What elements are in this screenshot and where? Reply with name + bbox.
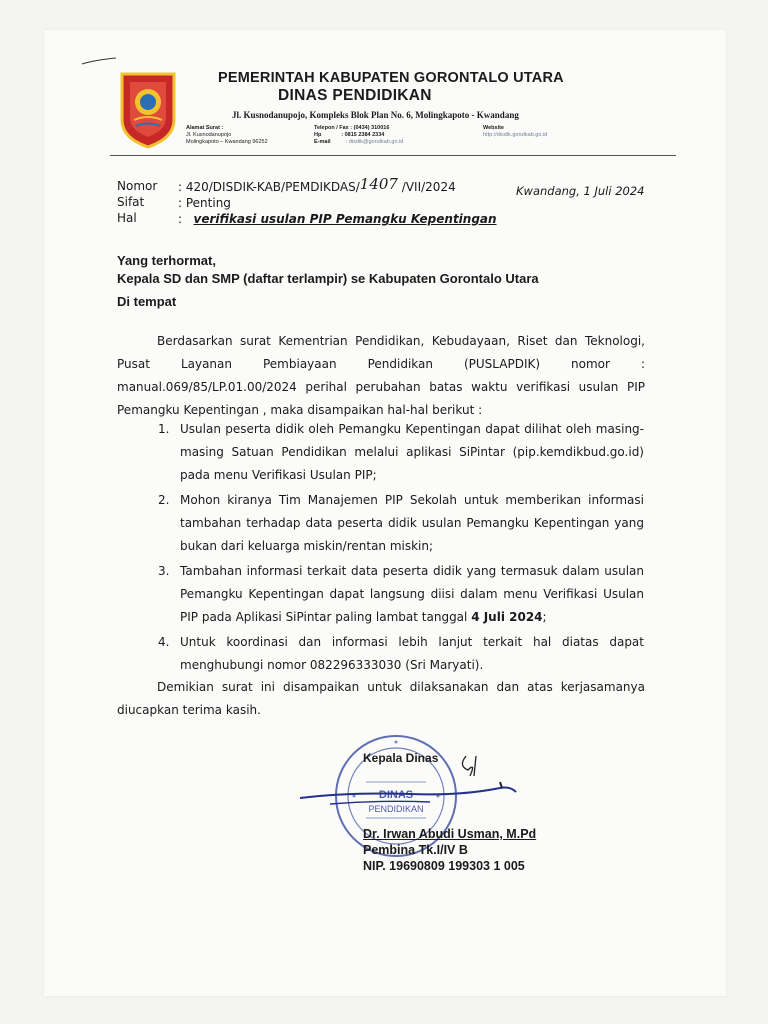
closing-paragraph: Demikian surat ini disampaikan untuk dilaksanakan dan atas kerjasamanya diucapkan terima kasih.: [117, 680, 645, 717]
hp-value: : 0815 2384 2334: [341, 132, 385, 138]
list-text: [180, 560, 644, 629]
contact-web: [483, 125, 547, 139]
email-value: : disdik@gorutkab.go.id: [345, 139, 404, 145]
list-item: [158, 418, 644, 487]
signature-scribble: [290, 752, 530, 832]
nomor-prefix: : 420/DISDIK-KAB/PEMDIKDAS/: [178, 180, 360, 194]
deadline-date: 4 Juli 2024: [471, 610, 543, 624]
list-text: Mohon kiranya Tim Manajemen PIP Sekolah untuk memberikan informasi tambahan terhadap data peserta didik usulan Pemangku Kepentingan yang bukan dari keluarga miskin/rentan miskin;: [180, 493, 644, 553]
nomor-label: Nomor: [117, 179, 158, 193]
contact-phone: [314, 125, 403, 146]
address-line-2: Molingkapoto – Kwandang 96252: [186, 139, 268, 145]
list-number: 1.: [158, 422, 170, 436]
nomor-suffix: /VII/2024: [401, 180, 456, 194]
list-item: [158, 489, 644, 558]
website-label: Website: [483, 125, 504, 131]
list-number: 3.: [158, 564, 170, 578]
list-number: 4.: [158, 635, 170, 649]
email-label: E-mail: [314, 139, 331, 145]
body-intro: [117, 330, 645, 422]
body-list: [158, 418, 644, 679]
signatory-rank: Pembina Tk.I/IV B: [363, 843, 468, 857]
header-department: DINAS PENDIDIKAN: [278, 87, 432, 104]
letter-date: Kwandang, 1 Juli 2024: [516, 184, 645, 198]
stamp-text-2: PENDIDIKAN: [368, 804, 424, 814]
header-address: Jl. Kusnodanupojo, Kompleks Blok Plan No. 6, Molingkapoto - Kwandang: [232, 110, 519, 120]
sifat-value: : Penting: [178, 196, 231, 210]
meta-labels: [117, 178, 157, 226]
list-text: Untuk koordinasi dan informasi lebih lanjut terkait hal diatas dapat menghubungi nomor 082296333030 (Sri Maryati).: [180, 635, 644, 672]
stamp-text: DINAS: [378, 789, 414, 801]
header-divider: [110, 155, 676, 156]
nomor-value: [178, 175, 497, 195]
list-text: Usulan peserta didik oleh Pemangku Kepentingan dapat dilihat oleh masing-masing Satuan Pendidikan melalui aplikasi SiPintar (pip.kemdikbud.go.id) pada menu Verifikasi Usulan PIP;: [180, 422, 644, 482]
hal-value: [178, 211, 497, 227]
list-text-a: Tambahan informasi terkait data peserta didik yang termasuk dalam usulan Pemangku Kepentingan dapat langsung diisi dalam menu Verifikasi Usulan PIP pada Aplikasi SiPintar paling lambat tanggal: [180, 564, 644, 624]
pen-mark: [80, 55, 120, 67]
salutation-line-1: Yang terhormat,: [117, 253, 216, 268]
signatory-block: [363, 826, 536, 874]
regency-logo-icon: [116, 70, 180, 150]
list-text-b: ;: [542, 610, 547, 624]
website-value: http://disdik.gorutkab.go.id: [483, 132, 548, 138]
contact-address: [186, 125, 268, 146]
list-item: [158, 631, 644, 677]
nomor-handwritten: 1407: [359, 175, 398, 193]
address-line-1: Jl. Kusnodanupojo: [186, 132, 232, 138]
hal-colon: :: [178, 212, 183, 226]
address-label: Alamat Surat :: [186, 125, 224, 131]
phone-label: Telepon / Fax : (0434) 310016: [314, 125, 390, 131]
list-item: [158, 560, 644, 629]
header-government: PEMERINTAH KABUPATEN GORONTALO UTARA: [218, 70, 564, 86]
meta-values: [178, 175, 497, 227]
hp-label: Hp: [314, 132, 322, 138]
intro-paragraph: Berdasarkan surat Kementrian Pendidikan, Kebudayaan, Riset dan Teknologi, Pusat Layanan Pembiayaan Pendidikan (PUSLAPDIK) nomor : manual.069/85/LP.01.00/2024 perihal perubahan batas waktu verifikasi usulan PIP Pemangku Kepentingan , maka disampaikan hal-hal berikut :: [117, 334, 645, 417]
hal-label: Hal: [117, 211, 137, 225]
salutation-place: Di tempat: [117, 294, 177, 309]
salutation: [117, 252, 539, 288]
signatory-title: Kepala Dinas: [363, 751, 439, 765]
signatory-name: Dr. Irwan Abudi Usman, M.Pd: [363, 827, 537, 841]
signatory-nip: NIP. 19690809 199303 1 005: [363, 859, 525, 873]
list-number: 2.: [158, 493, 170, 507]
sifat-label: Sifat: [117, 195, 145, 209]
salutation-line-2: Kepala SD dan SMP (daftar terlampir) se Kabupaten Gorontalo Utara: [117, 271, 539, 286]
subject-text: verifikasi usulan PIP Pemangku Kepentingan: [193, 212, 497, 226]
closing: [117, 676, 645, 722]
